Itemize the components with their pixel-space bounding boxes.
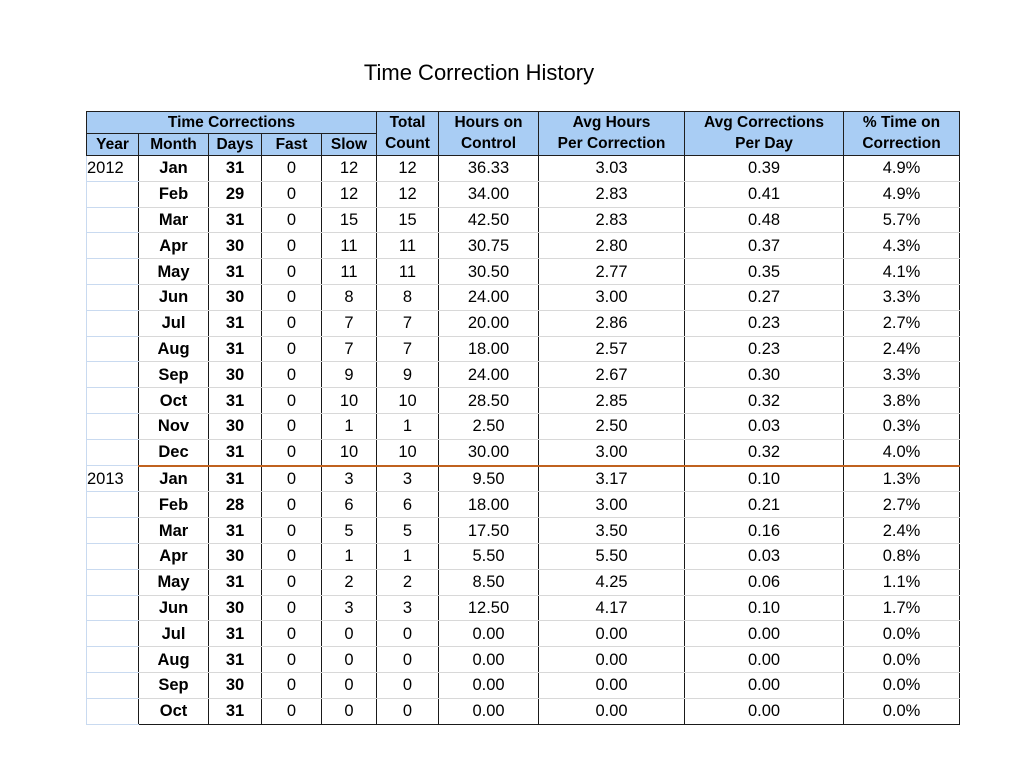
year-cell [87, 621, 139, 647]
avg-corrections-header-line1: Avg Corrections [685, 112, 844, 134]
days-cell: 30 [209, 413, 262, 439]
slow-cell: 12 [322, 156, 377, 182]
fast-cell: 0 [262, 413, 322, 439]
avg-corrections-cell: 0.32 [685, 439, 844, 465]
pct-time-cell: 0.0% [844, 647, 960, 673]
pct-time-cell: 1.1% [844, 569, 960, 595]
hours-on-control-cell: 9.50 [439, 466, 539, 492]
pct-time-cell: 1.7% [844, 595, 960, 621]
table-row [87, 310, 960, 336]
hours-on-control-cell: 12.50 [439, 595, 539, 621]
avg-hours-cell: 0.00 [539, 698, 685, 724]
year-cell [87, 336, 139, 362]
slow-cell: 5 [322, 518, 377, 544]
table-row [87, 492, 960, 518]
days-cell: 31 [209, 336, 262, 362]
year-cell: 2013 [87, 466, 139, 492]
hours-on-control-cell: 0.00 [439, 647, 539, 673]
fast-cell: 0 [262, 181, 322, 207]
hours-on-control-cell: 0.00 [439, 698, 539, 724]
hours-on-control-header-line1: Hours on [439, 112, 539, 134]
hours-on-control-cell: 28.50 [439, 388, 539, 414]
month-cell: Jul [139, 621, 209, 647]
avg-corrections-cell: 0.23 [685, 310, 844, 336]
hours-on-control-cell: 0.00 [439, 621, 539, 647]
month-header: Month [139, 134, 209, 156]
table-row [87, 647, 960, 673]
table-row [87, 413, 960, 439]
total-count-cell: 9 [377, 362, 439, 388]
days-cell: 30 [209, 672, 262, 698]
total-count-cell: 3 [377, 595, 439, 621]
slow-cell: 1 [322, 543, 377, 569]
total-count-cell: 8 [377, 284, 439, 310]
pct-time-cell: 4.0% [844, 439, 960, 465]
avg-corrections-cell: 0.03 [685, 543, 844, 569]
slow-cell: 8 [322, 284, 377, 310]
avg-corrections-cell: 0.16 [685, 518, 844, 544]
hours-on-control-cell: 18.00 [439, 336, 539, 362]
total-count-cell: 0 [377, 672, 439, 698]
slow-cell: 0 [322, 698, 377, 724]
pct-time-cell: 1.3% [844, 466, 960, 492]
month-cell: Jan [139, 156, 209, 182]
days-cell: 31 [209, 310, 262, 336]
fast-cell: 0 [262, 388, 322, 414]
total-count-cell: 6 [377, 492, 439, 518]
total-count-cell: 10 [377, 388, 439, 414]
month-cell: May [139, 569, 209, 595]
table-row [87, 156, 960, 182]
table-row [87, 259, 960, 285]
fast-header: Fast [262, 134, 322, 156]
pct-time-cell: 2.7% [844, 492, 960, 518]
hours-on-control-cell: 30.50 [439, 259, 539, 285]
avg-hours-cell: 2.83 [539, 181, 685, 207]
table-body [87, 156, 960, 725]
table-row [87, 672, 960, 698]
slow-cell: 3 [322, 466, 377, 492]
avg-hours-header-line1: Avg Hours [539, 112, 685, 134]
slow-cell: 2 [322, 569, 377, 595]
days-cell: 31 [209, 439, 262, 465]
total-count-cell: 0 [377, 647, 439, 673]
avg-hours-cell: 2.80 [539, 233, 685, 259]
total-count-cell: 2 [377, 569, 439, 595]
avg-hours-cell: 3.17 [539, 466, 685, 492]
hours-on-control-cell: 30.00 [439, 439, 539, 465]
total-count-cell: 0 [377, 621, 439, 647]
time-corrections-header: Time Corrections [87, 112, 377, 134]
year-cell [87, 518, 139, 544]
fast-cell: 0 [262, 647, 322, 673]
hours-on-control-cell: 36.33 [439, 156, 539, 182]
avg-corrections-cell: 0.03 [685, 413, 844, 439]
fast-cell: 0 [262, 466, 322, 492]
days-cell: 31 [209, 466, 262, 492]
hours-on-control-cell: 18.00 [439, 492, 539, 518]
avg-corrections-cell: 0.37 [685, 233, 844, 259]
hours-on-control-header-line2: Control [439, 134, 539, 156]
month-cell: Feb [139, 181, 209, 207]
fast-cell: 0 [262, 569, 322, 595]
slow-cell: 3 [322, 595, 377, 621]
year-cell [87, 259, 139, 285]
slow-cell: 10 [322, 388, 377, 414]
table-row [87, 284, 960, 310]
avg-corrections-cell: 0.39 [685, 156, 844, 182]
avg-corrections-cell: 0.00 [685, 621, 844, 647]
pct-time-cell: 4.3% [844, 233, 960, 259]
days-cell: 30 [209, 233, 262, 259]
fast-cell: 0 [262, 259, 322, 285]
year-cell [87, 310, 139, 336]
fast-cell: 0 [262, 439, 322, 465]
month-cell: May [139, 259, 209, 285]
slow-cell: 11 [322, 233, 377, 259]
total-count-cell: 7 [377, 310, 439, 336]
table-row [87, 336, 960, 362]
year-cell [87, 413, 139, 439]
fast-cell: 0 [262, 362, 322, 388]
avg-hours-cell: 2.67 [539, 362, 685, 388]
total-count-cell: 1 [377, 543, 439, 569]
table-row [87, 233, 960, 259]
slow-cell: 10 [322, 439, 377, 465]
days-header: Days [209, 134, 262, 156]
year-cell [87, 595, 139, 621]
hours-on-control-cell: 17.50 [439, 518, 539, 544]
days-cell: 30 [209, 362, 262, 388]
total-count-cell: 12 [377, 156, 439, 182]
slow-cell: 11 [322, 259, 377, 285]
total-count-header-line1: Total [377, 112, 439, 134]
month-cell: Nov [139, 413, 209, 439]
avg-hours-cell: 3.00 [539, 439, 685, 465]
table-row [87, 595, 960, 621]
total-count-cell: 1 [377, 413, 439, 439]
avg-corrections-cell: 0.41 [685, 181, 844, 207]
avg-hours-cell: 2.77 [539, 259, 685, 285]
table-row [87, 181, 960, 207]
year-cell [87, 647, 139, 673]
pct-time-cell: 0.8% [844, 543, 960, 569]
hours-on-control-cell: 30.75 [439, 233, 539, 259]
days-cell: 31 [209, 259, 262, 285]
days-cell: 31 [209, 207, 262, 233]
table-row [87, 439, 960, 465]
avg-hours-cell: 0.00 [539, 672, 685, 698]
total-count-cell: 15 [377, 207, 439, 233]
hours-on-control-cell: 24.00 [439, 362, 539, 388]
total-count-cell: 0 [377, 698, 439, 724]
fast-cell: 0 [262, 336, 322, 362]
fast-cell: 0 [262, 492, 322, 518]
avg-corrections-cell: 0.32 [685, 388, 844, 414]
slow-cell: 7 [322, 336, 377, 362]
pct-time-cell: 4.1% [844, 259, 960, 285]
fast-cell: 0 [262, 518, 322, 544]
total-count-cell: 10 [377, 439, 439, 465]
total-count-header-line2: Count [377, 134, 439, 156]
days-cell: 31 [209, 518, 262, 544]
year-cell [87, 439, 139, 465]
pct-time-cell: 2.7% [844, 310, 960, 336]
fast-cell: 0 [262, 595, 322, 621]
avg-hours-cell: 2.57 [539, 336, 685, 362]
avg-corrections-cell: 0.35 [685, 259, 844, 285]
avg-hours-cell: 3.03 [539, 156, 685, 182]
year-cell [87, 181, 139, 207]
pct-time-cell: 3.3% [844, 284, 960, 310]
pct-time-cell: 3.8% [844, 388, 960, 414]
month-cell: Jan [139, 466, 209, 492]
hours-on-control-cell: 5.50 [439, 543, 539, 569]
avg-hours-cell: 3.00 [539, 284, 685, 310]
slow-cell: 12 [322, 181, 377, 207]
month-cell: Sep [139, 672, 209, 698]
year-header: Year [87, 134, 139, 156]
month-cell: Jun [139, 595, 209, 621]
year-cell [87, 284, 139, 310]
pct-time-cell: 0.0% [844, 621, 960, 647]
month-cell: Oct [139, 388, 209, 414]
avg-corrections-cell: 0.21 [685, 492, 844, 518]
pct-time-cell: 2.4% [844, 336, 960, 362]
month-cell: Sep [139, 362, 209, 388]
days-cell: 31 [209, 569, 262, 595]
pct-time-cell: 0.3% [844, 413, 960, 439]
hours-on-control-cell: 0.00 [439, 672, 539, 698]
fast-cell: 0 [262, 698, 322, 724]
avg-corrections-cell: 0.00 [685, 647, 844, 673]
slow-header: Slow [322, 134, 377, 156]
avg-corrections-cell: 0.30 [685, 362, 844, 388]
avg-hours-cell: 4.17 [539, 595, 685, 621]
year-cell: 2012 [87, 156, 139, 182]
avg-hours-header-line2: Per Correction [539, 134, 685, 156]
fast-cell: 0 [262, 310, 322, 336]
total-count-cell: 7 [377, 336, 439, 362]
fast-cell: 0 [262, 284, 322, 310]
table-row [87, 518, 960, 544]
table-row [87, 388, 960, 414]
month-cell: Apr [139, 543, 209, 569]
fast-cell: 0 [262, 156, 322, 182]
hours-on-control-cell: 20.00 [439, 310, 539, 336]
hours-on-control-cell: 8.50 [439, 569, 539, 595]
month-cell: Feb [139, 492, 209, 518]
slow-cell: 15 [322, 207, 377, 233]
month-cell: Mar [139, 518, 209, 544]
days-cell: 31 [209, 698, 262, 724]
year-cell [87, 362, 139, 388]
year-cell [87, 698, 139, 724]
avg-hours-cell: 0.00 [539, 621, 685, 647]
days-cell: 30 [209, 543, 262, 569]
days-cell: 31 [209, 621, 262, 647]
hours-on-control-cell: 24.00 [439, 284, 539, 310]
table-row [87, 207, 960, 233]
pct-time-cell: 2.4% [844, 518, 960, 544]
days-cell: 31 [209, 156, 262, 182]
slow-cell: 9 [322, 362, 377, 388]
pct-time-header-line2: Correction [844, 134, 960, 156]
slow-cell: 7 [322, 310, 377, 336]
year-cell [87, 388, 139, 414]
slow-cell: 0 [322, 672, 377, 698]
month-cell: Apr [139, 233, 209, 259]
total-count-cell: 3 [377, 466, 439, 492]
year-cell [87, 492, 139, 518]
month-cell: Jun [139, 284, 209, 310]
avg-hours-cell: 3.00 [539, 492, 685, 518]
month-cell: Aug [139, 647, 209, 673]
avg-hours-cell: 2.83 [539, 207, 685, 233]
avg-corrections-cell: 0.06 [685, 569, 844, 595]
avg-corrections-header-line2: Per Day [685, 134, 844, 156]
fast-cell: 0 [262, 207, 322, 233]
fast-cell: 0 [262, 543, 322, 569]
avg-corrections-cell: 0.48 [685, 207, 844, 233]
slow-cell: 0 [322, 647, 377, 673]
days-cell: 30 [209, 595, 262, 621]
pct-time-cell: 3.3% [844, 362, 960, 388]
month-cell: Aug [139, 336, 209, 362]
days-cell: 31 [209, 647, 262, 673]
fast-cell: 0 [262, 672, 322, 698]
avg-hours-cell: 3.50 [539, 518, 685, 544]
avg-corrections-cell: 0.23 [685, 336, 844, 362]
pct-time-cell: 0.0% [844, 672, 960, 698]
page-title: Time Correction History [363, 60, 595, 85]
avg-hours-cell: 2.86 [539, 310, 685, 336]
avg-corrections-cell: 0.27 [685, 284, 844, 310]
total-count-cell: 11 [377, 259, 439, 285]
hours-on-control-cell: 42.50 [439, 207, 539, 233]
pct-time-cell: 4.9% [844, 156, 960, 182]
avg-hours-cell: 0.00 [539, 647, 685, 673]
avg-hours-cell: 2.50 [539, 413, 685, 439]
month-cell: Dec [139, 439, 209, 465]
avg-hours-cell: 5.50 [539, 543, 685, 569]
month-cell: Mar [139, 207, 209, 233]
table-row [87, 362, 960, 388]
avg-corrections-cell: 0.10 [685, 595, 844, 621]
total-count-cell: 11 [377, 233, 439, 259]
year-cell [87, 207, 139, 233]
year-cell [87, 569, 139, 595]
slow-cell: 1 [322, 413, 377, 439]
total-count-cell: 5 [377, 518, 439, 544]
table-row [87, 621, 960, 647]
year-cell [87, 543, 139, 569]
fast-cell: 0 [262, 621, 322, 647]
total-count-cell: 12 [377, 181, 439, 207]
table-row [87, 466, 960, 492]
table-row [87, 543, 960, 569]
days-cell: 30 [209, 284, 262, 310]
fast-cell: 0 [262, 233, 322, 259]
table-row [87, 698, 960, 724]
pct-time-cell: 0.0% [844, 698, 960, 724]
hours-on-control-cell: 2.50 [439, 413, 539, 439]
avg-corrections-cell: 0.10 [685, 466, 844, 492]
pct-time-cell: 4.9% [844, 181, 960, 207]
slow-cell: 0 [322, 621, 377, 647]
avg-corrections-cell: 0.00 [685, 672, 844, 698]
avg-hours-cell: 2.85 [539, 388, 685, 414]
year-cell [87, 233, 139, 259]
avg-hours-cell: 4.25 [539, 569, 685, 595]
month-cell: Jul [139, 310, 209, 336]
days-cell: 28 [209, 492, 262, 518]
time-correction-table [86, 111, 960, 725]
month-cell: Oct [139, 698, 209, 724]
table-row [87, 569, 960, 595]
hours-on-control-cell: 34.00 [439, 181, 539, 207]
avg-corrections-cell: 0.00 [685, 698, 844, 724]
days-cell: 29 [209, 181, 262, 207]
slow-cell: 6 [322, 492, 377, 518]
year-cell [87, 672, 139, 698]
days-cell: 31 [209, 388, 262, 414]
pct-time-cell: 5.7% [844, 207, 960, 233]
pct-time-header-line1: % Time on [844, 112, 960, 134]
